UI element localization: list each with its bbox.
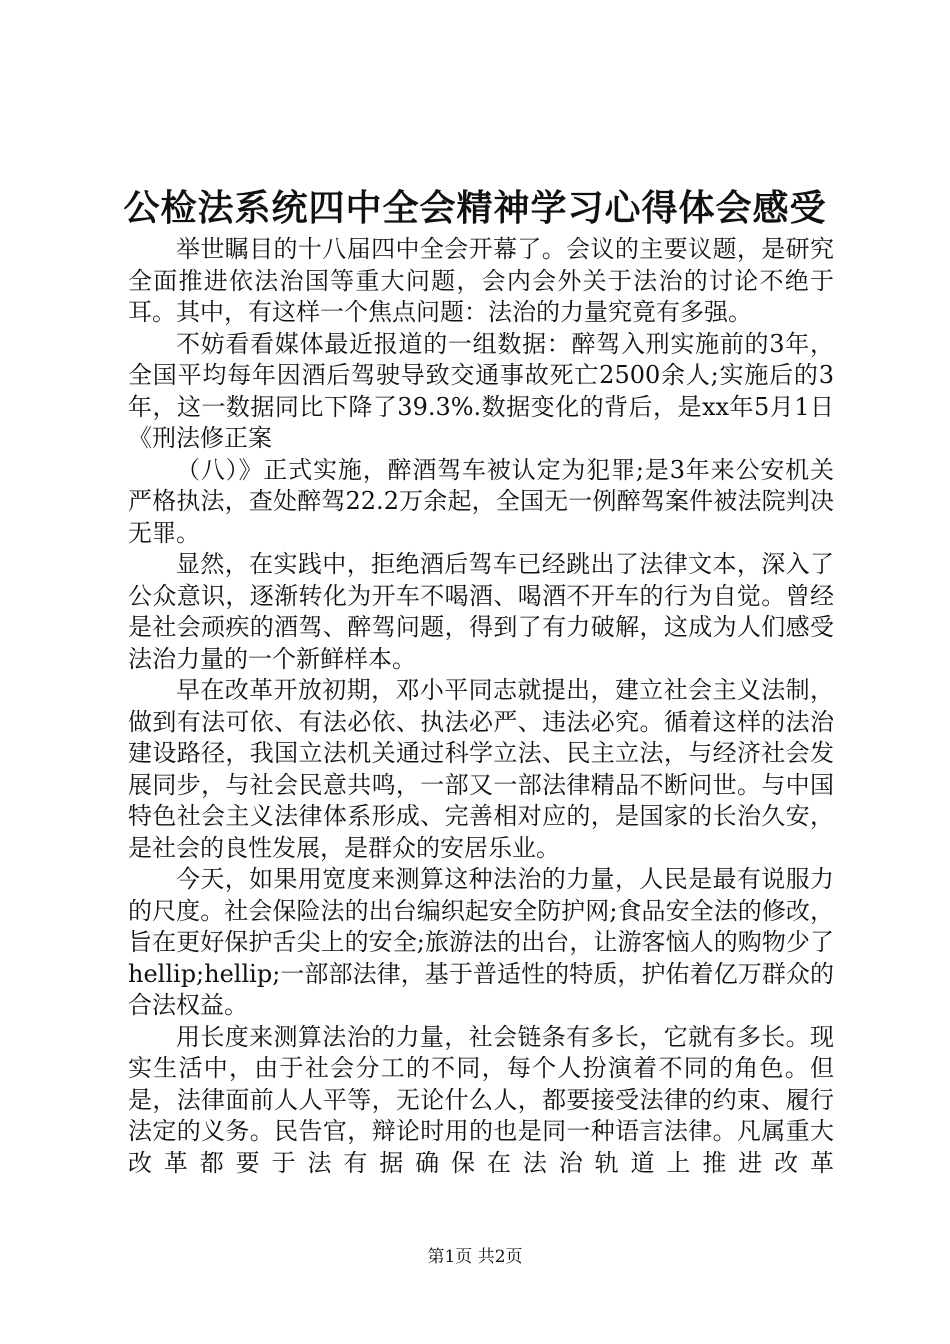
paragraph-4: 显然，在实践中，拒绝酒后驾车已经跳出了法律文本，深入了公众意识，逐渐转化为开车不喝酒、喝酒不开车的行为自觉。曾经是社会顽疾的酒驾、醉驾问题，得到了有力破解，这成为人们感受法治力量的一个新鲜样本。 — [128, 550, 834, 673]
paragraph-2: 不妨看看媒体最近报道的一组数据：醉驾入刑实施前的3年，全国平均每年因酒后驾驶导致交通事故死亡2500余人;实施后的3年，这一数据同比下降了39.3%.数据变化的背后，是xx年5月1日《刑法修正案 — [128, 329, 834, 452]
document-body — [128, 234, 834, 1179]
paragraph-5: 早在改革开放初期，邓小平同志就提出，建立社会主义法制，做到有法可依、有法必依、执法必严、违法必究。循着这样的法治建设路径，我国立法机关通过科学立法、民主立法，与经济社会发展同步，与社会民意共鸣，一部又一部法律精品不断问世。与中国特色社会主义法律体系形成、完善相对应的，是国家的长治久安，是社会的良性发展，是群众的安居乐业。 — [128, 676, 834, 862]
paragraph-3: （八）》正式实施，醉酒驾车被认定为犯罪;是3年来公安机关严格执法，查处醉驾22.2万余起，全国无一例醉驾案件被法院判决无罪。 — [128, 455, 834, 547]
paragraph-7: 用长度来测算法治的力量，社会链条有多长，它就有多长。现实生活中，由于社会分工的不同，每个人扮演着不同的角色。但是，法律面前人人平等，无论什么人，都要接受法律的约束、履行法定的义务。民告官，辩论时用的也是同一种语言法律。凡属重大改革都要于法有据确保在法治轨道上推进改革 — [128, 1022, 834, 1177]
page-footer: 第1页 共2页 — [427, 1247, 523, 1267]
paragraph-6: 今天，如果用宽度来测算这种法治的力量，人民是最有说服力的尺度。社会保险法的出台编织起安全防护网;食品安全法的修改，旨在更好保护舌尖上的安全;旅游法的出台，让游客恼人的购物少了hellip;hellip;一部部法律，基于普适性的特质，护佑着亿万群众的合法权益。 — [128, 865, 834, 1019]
document-title: 公检法系统四中全会精神学习心得体会感受 — [123, 187, 827, 229]
paragraph-1: 举世瞩目的十八届四中全会开幕了。会议的主要议题，是研究全面推进依法治国等重大问题，会内会外关于法治的讨论不绝于耳。其中，有这样一个焦点问题：法治的力量究竟有多强。 — [128, 235, 834, 326]
